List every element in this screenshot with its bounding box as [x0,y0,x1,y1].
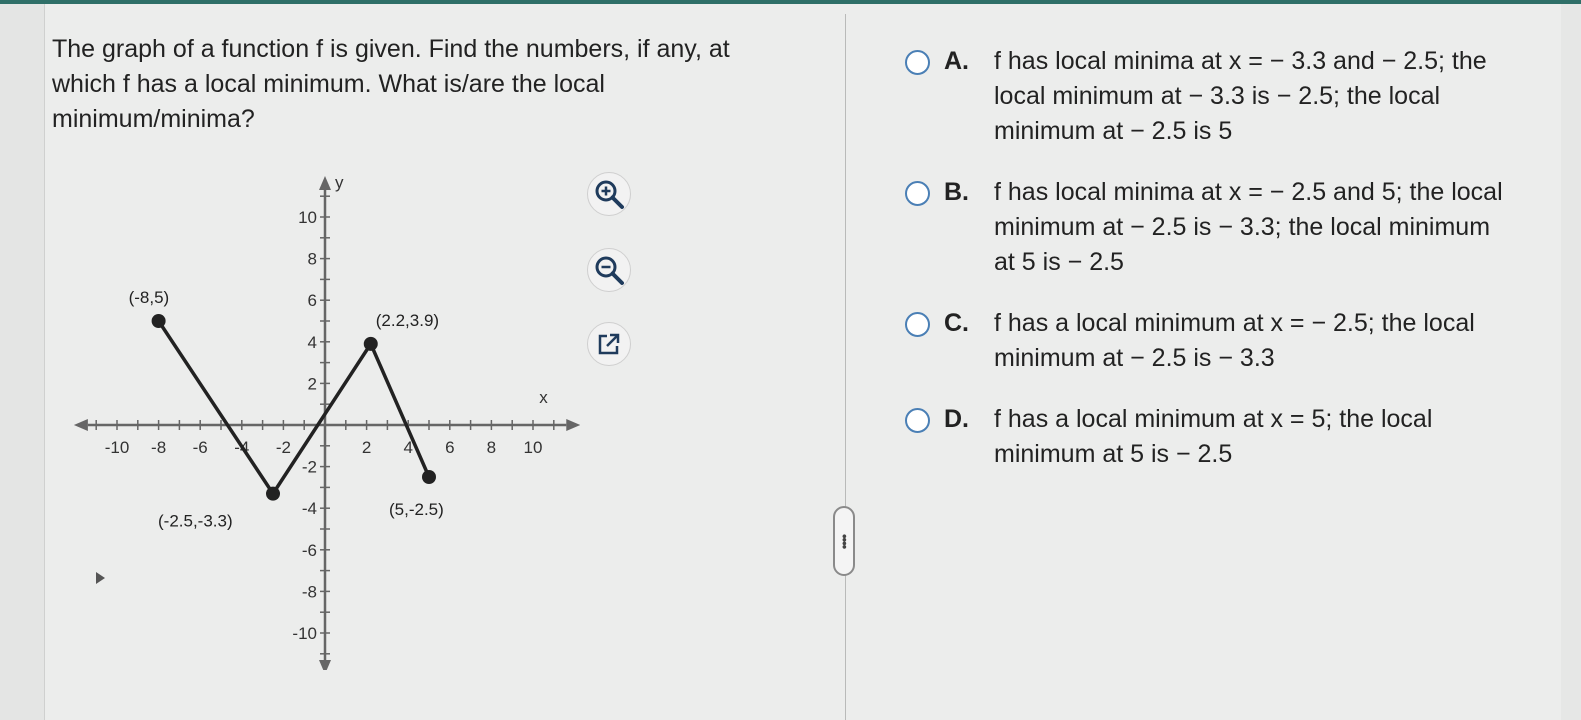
function-polyline [159,321,429,494]
y-tick-label: -10 [292,624,317,643]
x-tick-label: 4 [403,438,413,457]
option-text: f has a local minimum at x = 5; the local minimum at 5 is − 2.5 [994,405,1433,468]
x-axis-left-arrow [74,419,88,431]
radio-button[interactable] [905,50,930,75]
graph-point [364,337,378,351]
external-link-icon [595,330,623,358]
y-axis-bottom-arrow [319,660,331,670]
zoom-in-icon [592,177,626,211]
point-label: (5,-2.5) [389,500,444,519]
answer-options [905,44,1545,498]
x-tick-label: -8 [151,438,167,457]
radio-button[interactable] [905,408,930,433]
option-letter: D. [944,405,969,433]
zoom-out-icon [592,253,626,287]
zoom-in-button[interactable] [587,172,631,216]
popout-button[interactable] [587,322,631,366]
point-label: (-2.5,-3.3) [158,511,233,531]
option-text: f has local minima at x = − 3.3 and − 2.5; the local minimum at − 3.3 is − 2.5; the local minimum at − 2.5 is 5 [994,47,1487,145]
y-tick-label: -4 [301,499,317,519]
graph-point [152,314,166,328]
x-axis-right-arrow [566,419,580,431]
option-letter: B. [944,178,969,206]
y-tick-label: 2 [307,374,317,394]
x-tick-label: 2 [361,438,372,457]
right-page-edge [1561,4,1581,720]
y-tick-label: -8 [301,582,317,602]
zoom-out-button[interactable] [587,248,631,292]
y-axis-label: y [335,172,344,192]
point-label: (2.2,3.9) [375,310,440,330]
graph-points [129,288,444,531]
option-text: f has local minima at x = − 2.5 and 5; the local minimum at − 2.5 is − 3.3; the local minimum at 5 is − 2.5 [994,178,1503,276]
y-tick-label: 6 [307,291,317,311]
y-tick-label: -2 [301,457,317,477]
y-axis-top-arrow [319,176,331,190]
pane-resize-handle[interactable]: •••• [833,506,855,576]
question-text: The graph of a function f is given. Find the numbers, if any, at which f has a local minimum. What is/are the local minimum/minima? [52,35,730,133]
pane-divider [845,14,846,720]
option-letter: C. [944,309,969,337]
function-graph [60,170,580,670]
x-tick-label: -10 [104,438,130,457]
x-tick-label: -2 [275,438,291,457]
x-axis-label: x [539,388,548,407]
x-tick-label: 10 [523,438,543,457]
graph-axes [74,173,580,670]
x-tick-label: -6 [192,438,208,457]
x-tick-label: 8 [486,438,497,457]
top-accent-bar [0,0,1581,4]
option-letter: A. [944,47,969,75]
option-text: f has a local minimum at x = − 2.5; the local minimum at − 2.5 is − 3.3 [994,309,1475,372]
option-d[interactable] [905,402,1545,472]
y-tick-label: 8 [307,249,317,269]
graph-curve [159,321,429,494]
left-page-edge [0,4,45,720]
option-a[interactable] [905,44,1545,149]
y-tick-label: 4 [307,332,317,352]
option-c[interactable] [905,306,1545,376]
x-tick-label: -4 [234,438,250,457]
y-tick-label: 10 [298,208,317,227]
radio-button[interactable] [905,312,930,337]
y-tick-label: -6 [301,540,317,560]
radio-button[interactable] [905,181,930,206]
graph-point [422,470,436,484]
graph-point [266,487,280,501]
point-label: (-8,5) [128,288,170,307]
x-tick-label: 6 [445,438,455,457]
option-b[interactable] [905,175,1545,280]
